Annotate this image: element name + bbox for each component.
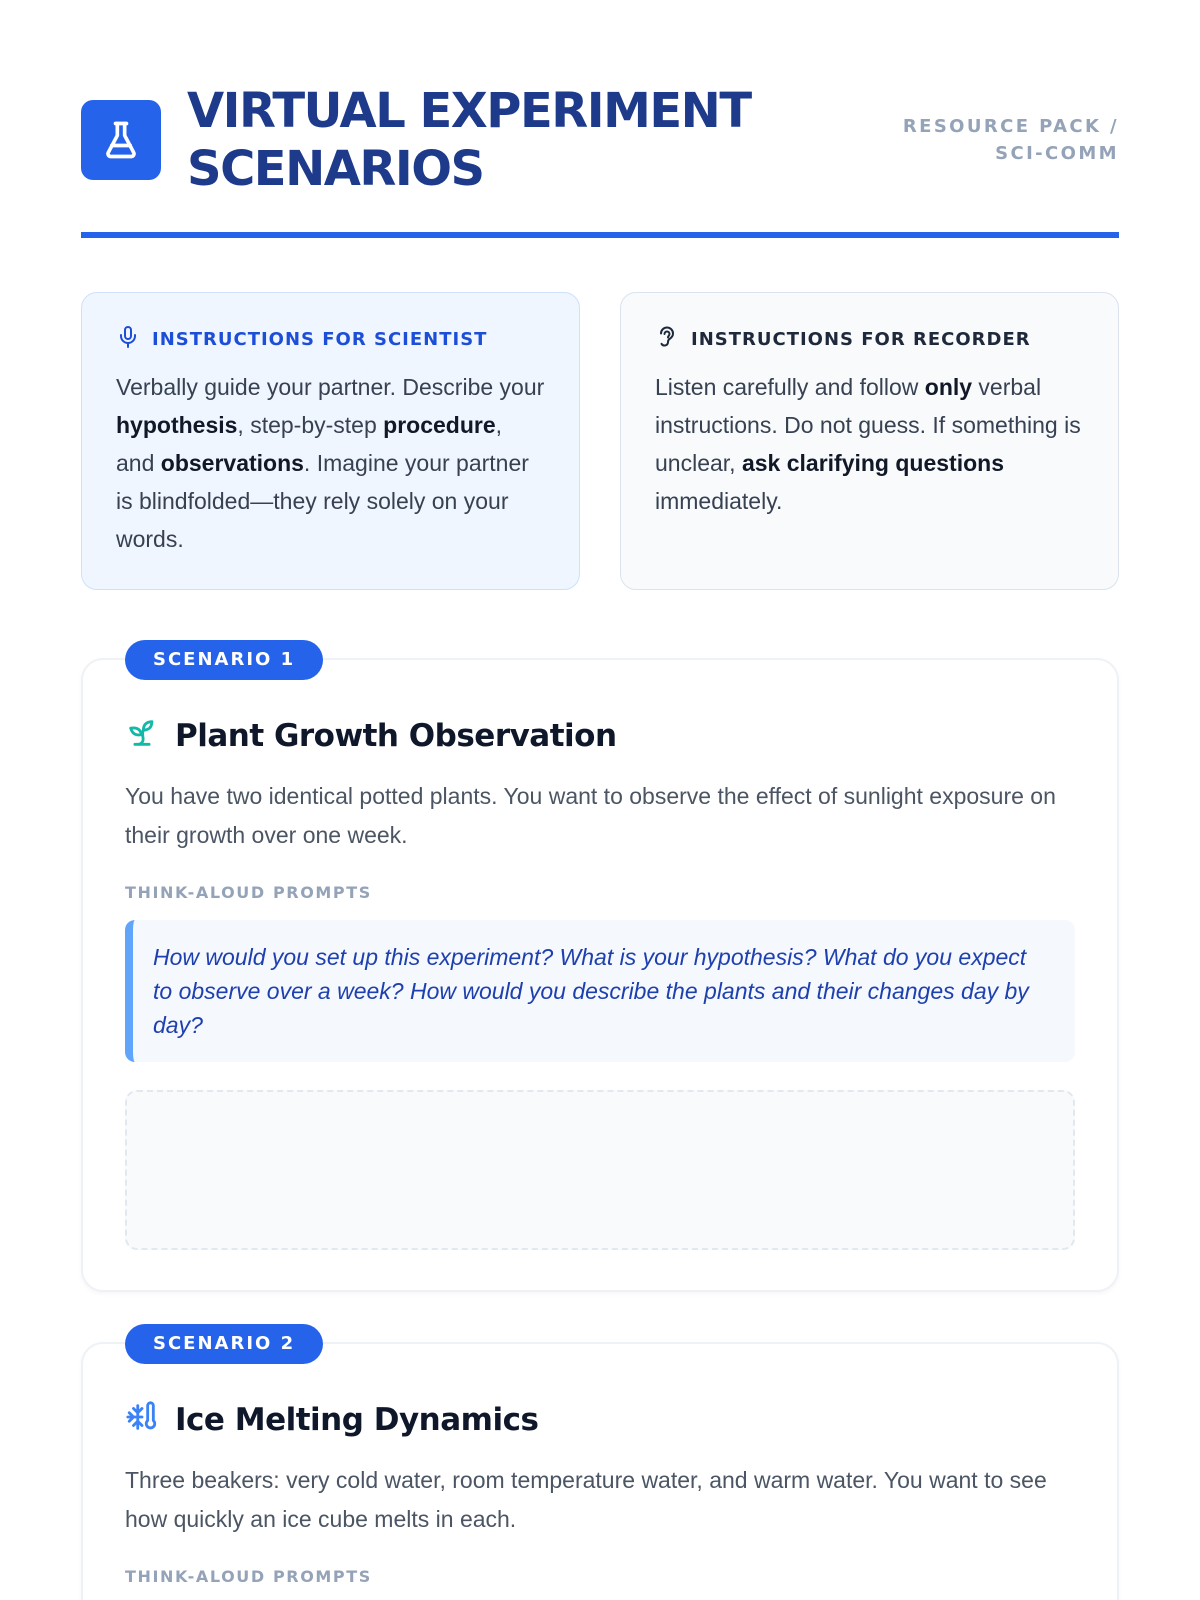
- scenario-card-1: [81, 649, 1119, 1292]
- page-title: VIRTUAL EXPERIMENT SCENARIOS: [187, 83, 751, 197]
- meta-line-2: SCI-COMM: [995, 143, 1119, 164]
- meta-line-1: RESOURCE PACK /: [902, 116, 1119, 137]
- recorder-instructions-text: Listen carefully and follow only verbal instructions. Do not guess. If something is unclear, ask clarifying questions immediately.: [655, 374, 1081, 514]
- scientist-instructions-text: Verbally guide your partner. Describe your hypothesis, step-by-step procedure, and observations. Imagine your partner is blindfolded—they rely solely on your words.: [116, 374, 545, 552]
- scientist-instructions-card: [81, 292, 580, 590]
- scenario-title-row: [125, 1400, 1075, 1439]
- scenario-description: Three beakers: very cold water, room temperature water, and warm water. You want to see how quickly an ice cube melts in each.: [125, 1467, 1047, 1532]
- scenario-description: You have two identical potted plants. You want to observe the effect of sunlight exposure on their growth over one week.: [125, 783, 1056, 848]
- scenario-title-row: [125, 716, 1075, 755]
- recorder-instructions-card: [620, 292, 1119, 590]
- flask-icon: [81, 100, 161, 180]
- scenario-card-2: [81, 1333, 1119, 1600]
- scenario-badge: SCENARIO 1: [125, 640, 323, 680]
- scientist-instructions-heading: [116, 325, 545, 354]
- instructions-section: [81, 292, 1119, 590]
- scientist-heading-text: INSTRUCTIONS FOR SCIENTIST: [152, 329, 488, 350]
- scenario-badge: SCENARIO 2: [125, 1324, 323, 1364]
- thermometer-snowflake-icon: [125, 1400, 159, 1439]
- recorder-heading-text: INSTRUCTIONS FOR RECORDER: [691, 329, 1031, 350]
- notes-area[interactable]: [125, 1090, 1075, 1250]
- scenario-title: Ice Melting Dynamics: [175, 1401, 539, 1438]
- sprout-icon: [125, 716, 159, 755]
- think-aloud-label: THINK-ALOUD PROMPTS: [125, 1567, 372, 1586]
- page-header: [81, 0, 1119, 238]
- think-aloud-label: THINK-ALOUD PROMPTS: [125, 883, 372, 902]
- scenario-title: Plant Growth Observation: [175, 717, 617, 754]
- recorder-instructions-heading: [655, 325, 1084, 354]
- resource-pack-label: [879, 113, 1119, 167]
- microphone-icon: [116, 325, 140, 354]
- think-aloud-prompt: How would you set up this experiment? What is your hypothesis? What do you expect to observe over a week? How would you describe the plants and their changes day by day?: [125, 920, 1075, 1062]
- ear-icon: [655, 325, 679, 354]
